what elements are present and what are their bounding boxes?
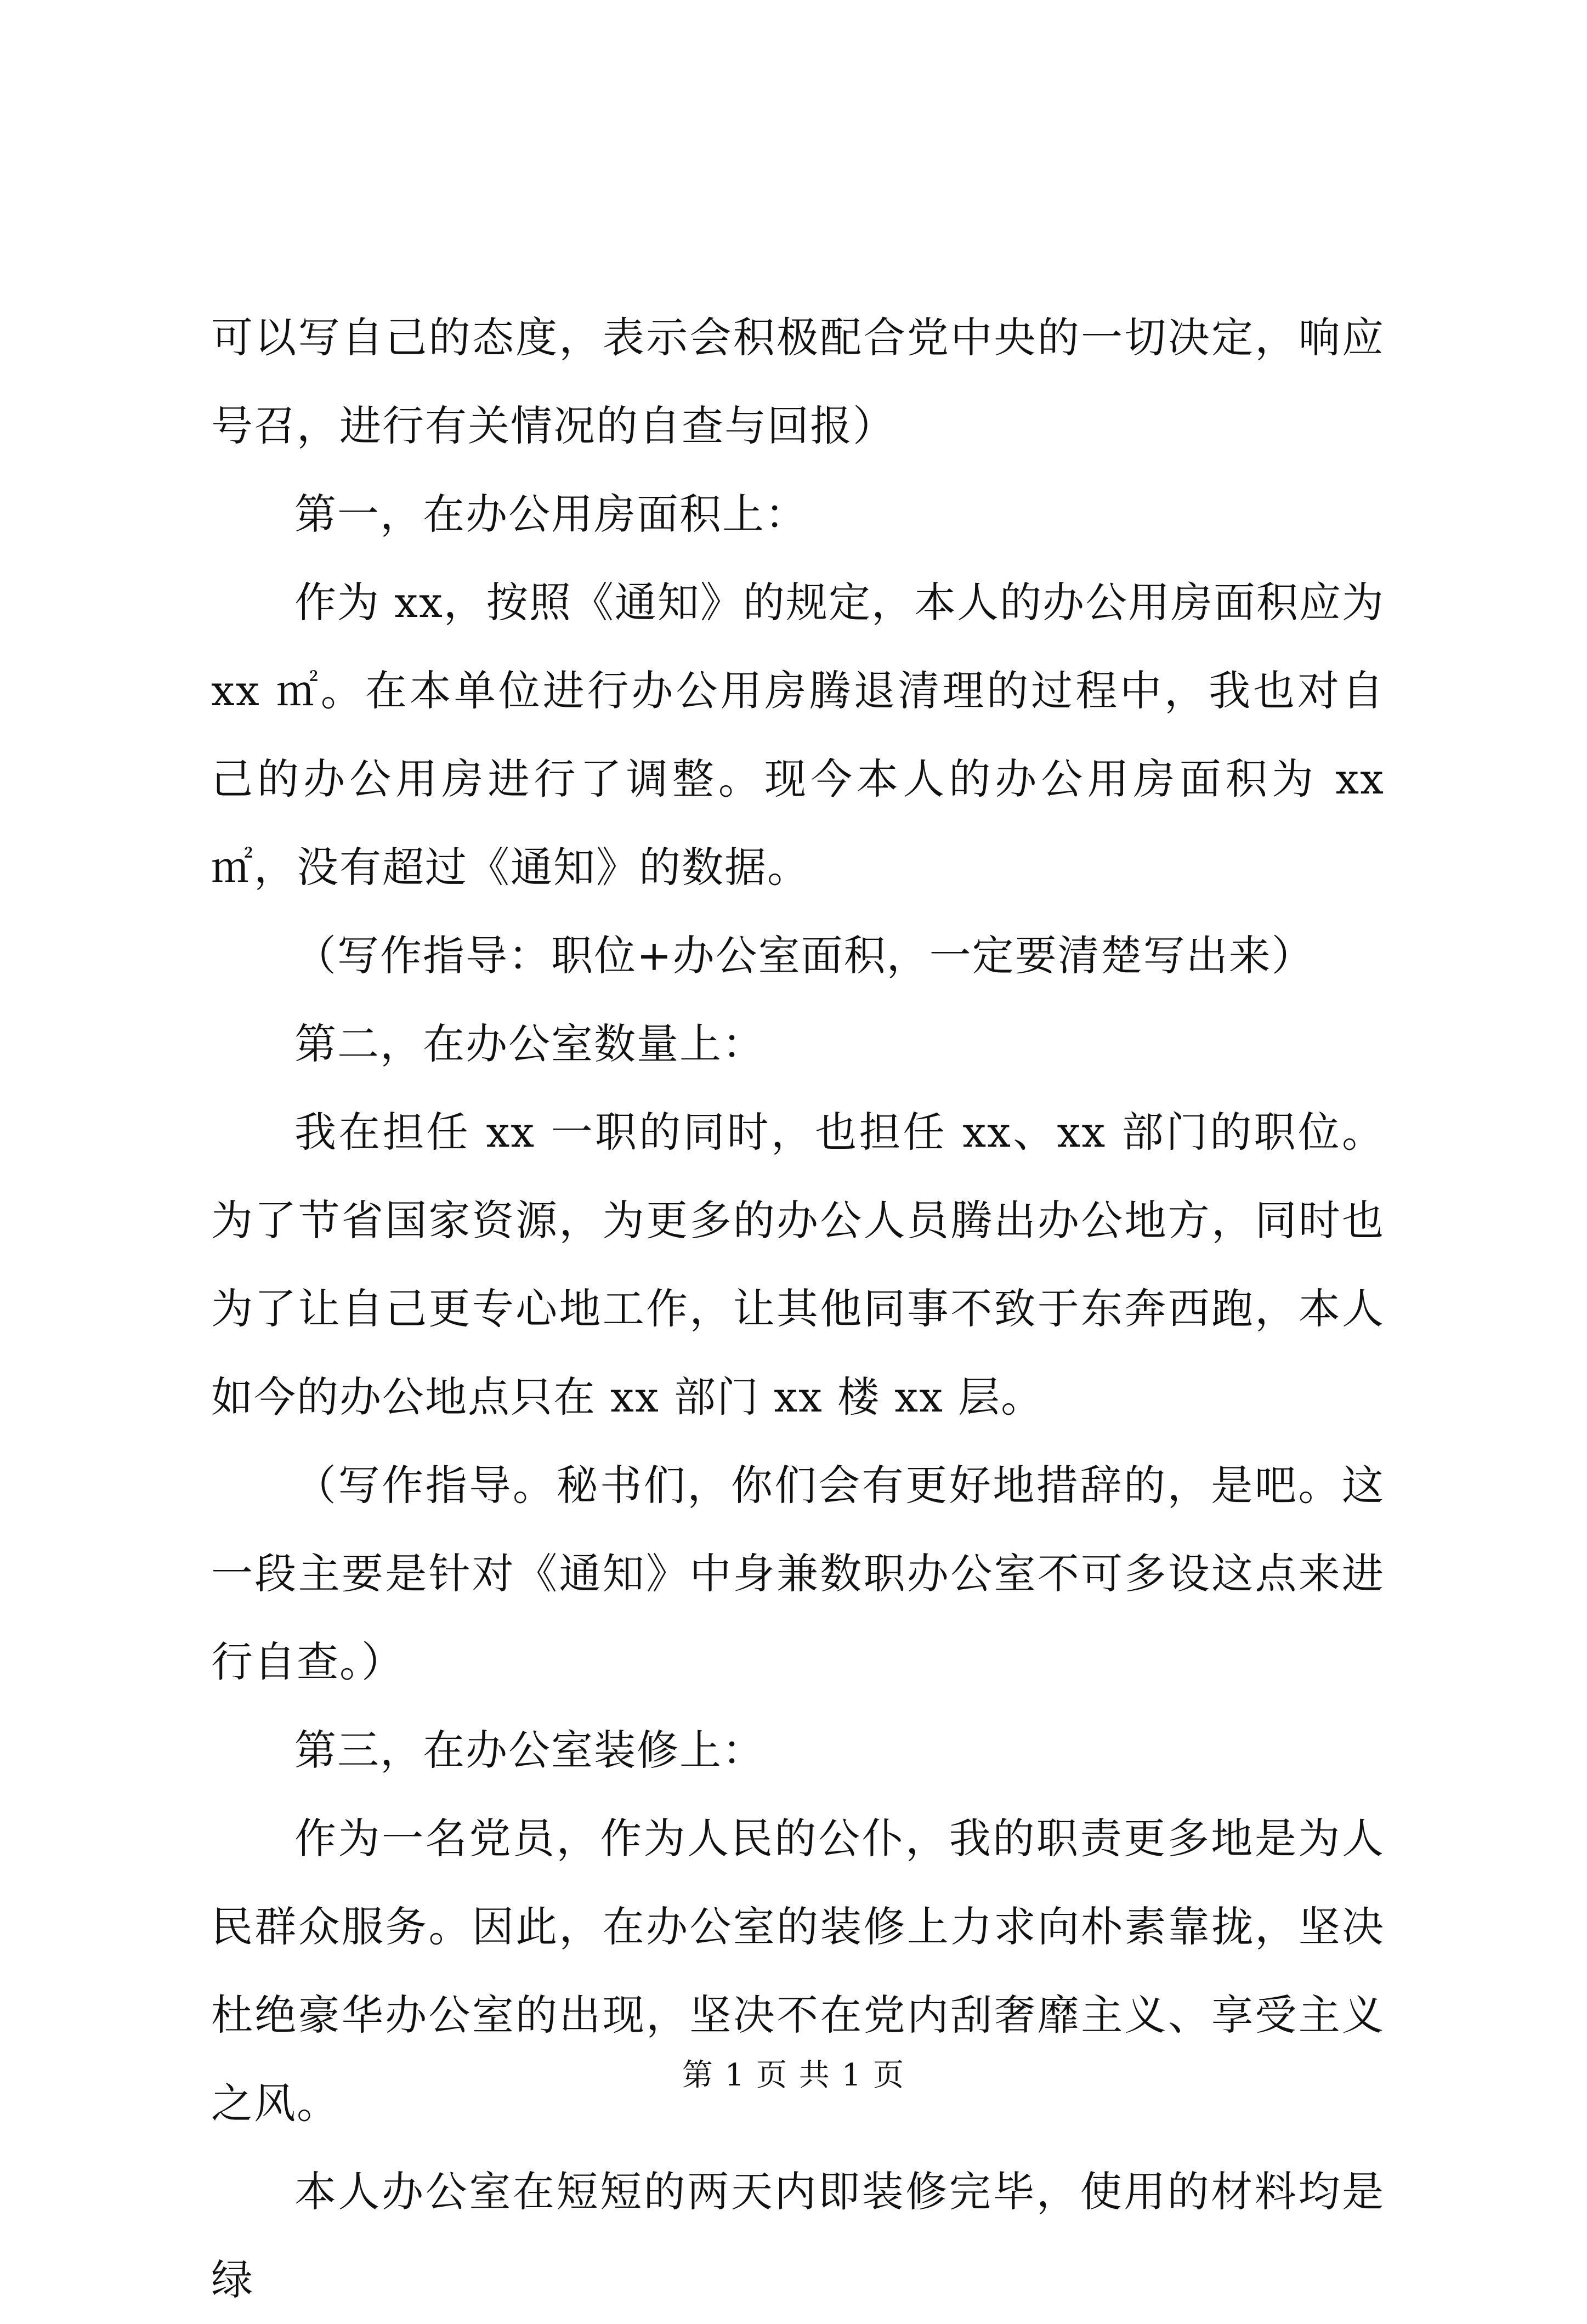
document-body: [211, 293, 1385, 2324]
heading-first-office-area: 第一，在办公用房面积上：: [294, 490, 808, 539]
note-office-area: （写作指导：职位+办公室面积，一定要清楚写出来）: [294, 931, 1314, 980]
heading-second-office-count: 第二，在办公室数量上：: [294, 1019, 765, 1068]
heading-third-office-decoration: 第三，在办公室装修上：: [294, 1726, 765, 1775]
note-office-count: （写作指导。秘书们，你们会有更好地措辞的，是吧。这一段主要是针对《通知》中身兼数职办公室不可多设这点来进行自查。）: [211, 1461, 1385, 1686]
paragraph-office-count: 我在担任 xx 一职的同时，也担任 xx、xx 部门的职位。为了节省国家资源，为更多的办公人员腾出办公地方，同时也为了让自己更专心地工作，让其他同事不致于东奔西跑，本人如今的办公地点只在 xx 部门 xx 楼 xx 层。: [211, 1108, 1385, 1421]
paragraph-decoration-detail: 本人办公室在短短的两天内即装修完毕，使用的材料均是绿: [211, 2167, 1385, 2304]
paragraph-office-decoration: 作为一名党员，作为人民的公仆，我的职责更多地是为人民群众服务。因此，在办公室的装修上力求向朴素靠拢，坚决杜绝豪华办公室的出现，坚决不在党内刮奢靡主义、享受主义之风。: [211, 1814, 1385, 2128]
paragraph-office-area: 作为 xx，按照《通知》的规定，本人的办公用房面积应为 xx ㎡。在本单位进行办公用房腾退清理的过程中，我也对自己的办公用房进行了调整。现今本人的办公用房面积为 xx㎡，没有超过《通知》的数据。: [211, 578, 1385, 892]
paragraph-intro: 可以写自己的态度，表示会积极配合党中央的一切决定，响应号召，进行有关情况的自查与回报）: [211, 313, 1385, 450]
page-number-footer: 第 1 页 共 1 页: [682, 2057, 905, 2093]
